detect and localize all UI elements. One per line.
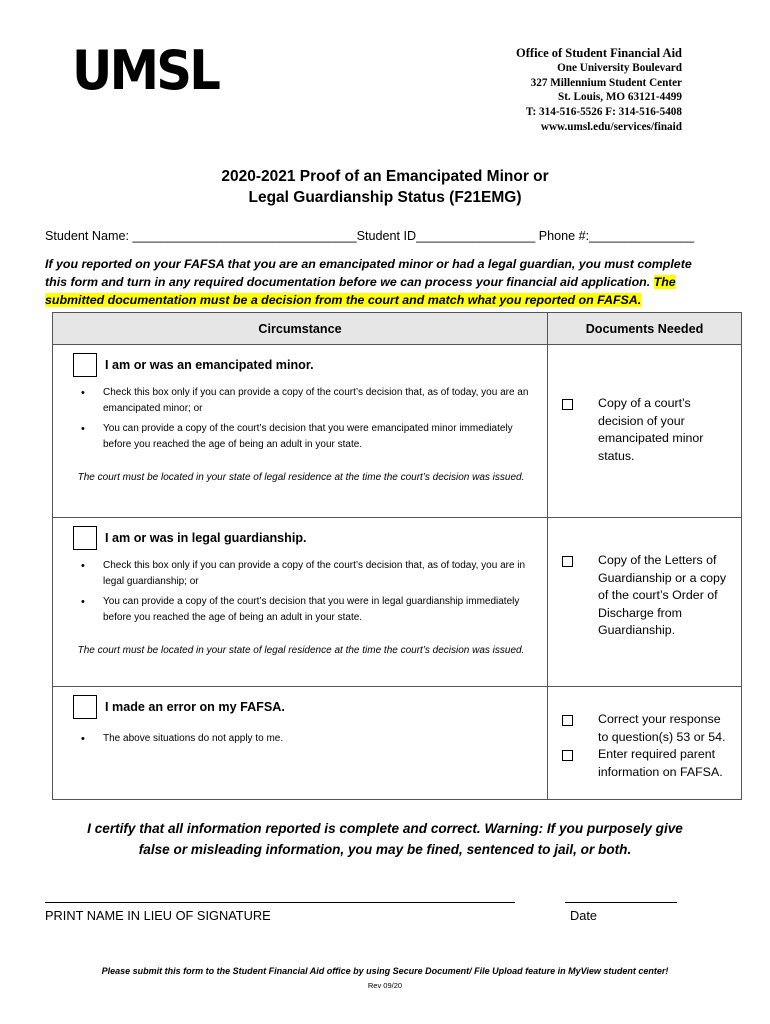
office-line: One University Boulevard [557,61,682,74]
table-row [53,345,742,518]
list-item: • You can provide a copy of the court’s decision that you were emancipated minor immediately before you reached the age of being an adult in your state. [103,421,539,453]
instructions-text: If you reported on your FAFSA that you are an emancipated minor or had a legal guardian, you must complete this form and turn in any required documentation before we can process your financial aid application. [45,257,692,289]
name-signature-label: PRINT NAME IN LIEU OF SIGNATURE [45,908,271,923]
certification-statement [0,818,770,860]
document-checkbox[interactable] [562,715,573,726]
court-note: The court must be located in your state of legal residence at the time the court’s decision was issued. [77,472,525,483]
office-line: 327 Millennium Student Center [530,76,682,89]
date-line[interactable] [565,902,677,903]
list-item: • Check this box only if you can provide a copy of the court’s decision that, as of today, you are in legal guardianship; or [103,558,539,590]
form-title-line2: Legal Guardianship Status (F21EMG) [248,189,522,206]
document-item: Enter required parent information on FAFSA. [598,747,723,779]
document-checkbox[interactable] [562,556,573,567]
header-circumstance: Circumstance [53,313,548,345]
umsl-logo: UMSL [72,39,219,102]
circumstance-table [52,312,742,800]
office-address [516,46,682,135]
document-checkbox[interactable] [562,750,573,761]
document-item: Copy of the Letters of Guardianship or a copy of the court’s Order of Discharge from Guardianship. [598,553,727,638]
row-heading: I am or was an emancipated minor. [105,358,314,372]
document-checkbox[interactable] [562,399,573,410]
instructions [45,255,715,309]
form-title-line1: 2020-2021 Proof of an Emancipated Minor or [221,168,549,185]
name-signature-line[interactable] [45,902,515,903]
certify-line1: I certify that all information reported is complete and correct. Warning: If you purposely give [87,821,683,836]
list-item: • You can provide a copy of the court’s decision that you were in legal guardianship immediately before you reached the age of being an adult in your state. [103,594,539,626]
legal-guardianship-checkbox[interactable] [73,526,97,550]
date-label: Date [570,908,598,923]
header-documents: Documents Needed [548,313,742,345]
court-note: The court must be located in your state of legal residence at the time the court’s decision was issued. [77,645,525,656]
student-info-line[interactable]: Student Name: ________________________________Student ID_________________ Phone #:_______________ [45,229,695,243]
submission-note: Please submit this form to the Student Financial Aid office by using Secure Document/ File Upload feature in MyView student center! [101,966,669,976]
document-item: Copy of a court’s decision of your emancipated minor status. [598,396,704,463]
document-item: Correct your response to question(s) 53 or 54. [598,712,726,744]
office-line: T: 314-516-5526 F: 314-516-5408 [525,106,682,119]
row-heading: I made an error on my FAFSA. [105,700,285,714]
office-line: St. Louis, MO 63121-4499 [557,91,682,104]
revision-label: Rev 09/20 [367,981,403,990]
list-item: • Check this box only if you can provide a copy of the court’s decision that, as of today, you are an emancipated minor; or [103,385,539,417]
row-heading: I am or was in legal guardianship. [105,531,307,545]
fafsa-error-checkbox[interactable] [73,695,97,719]
form-title [0,166,770,208]
certify-line2: false or misleading information, you may be fined, sentenced to jail, or both. [138,842,632,857]
office-title: Office of Student Financial Aid [516,46,682,60]
instructions-highlight: The submitted documentation must be a decision from the court and match what you reported on FAFSA. [45,275,676,307]
list-item: • The above situations do not apply to me. [103,731,539,747]
table-row [53,687,742,800]
table-row [53,518,742,687]
emancipated-minor-checkbox[interactable] [73,353,97,377]
office-website: www.umsl.edu/services/finaid [540,120,682,133]
